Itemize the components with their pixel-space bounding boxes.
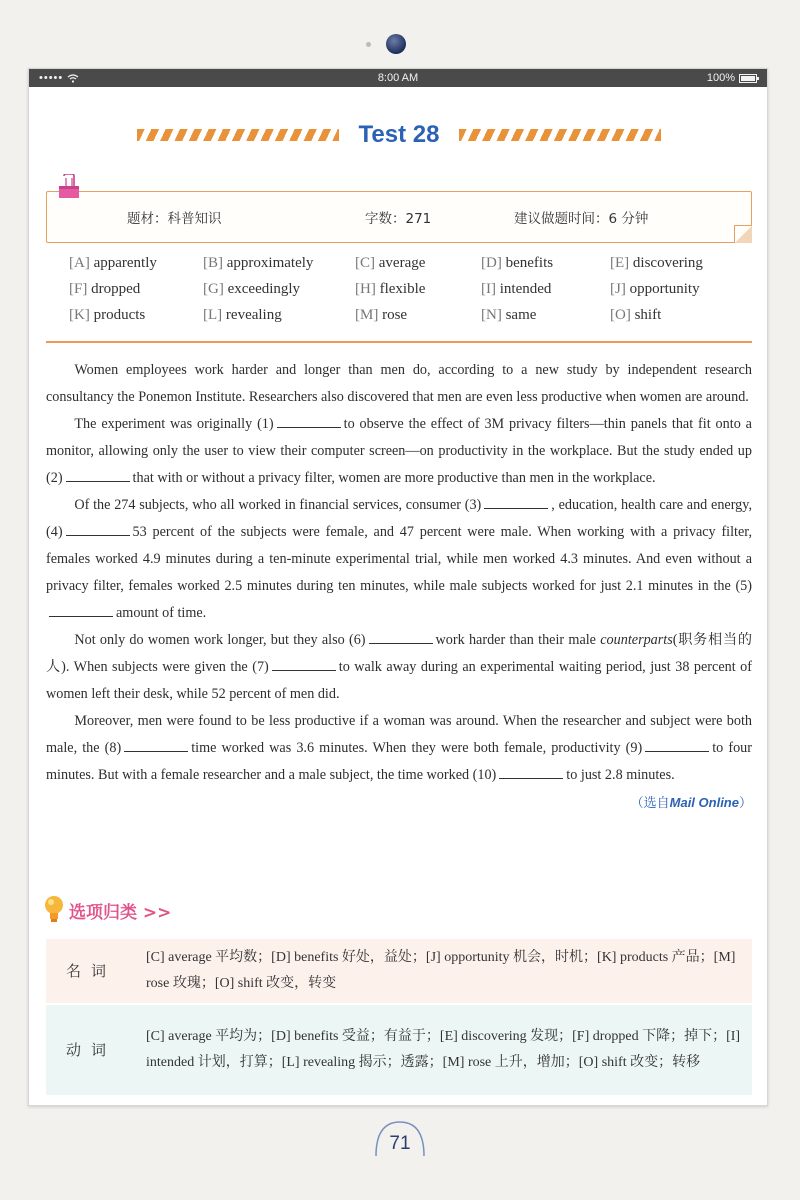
battery-icon [739,74,757,83]
page-fold-corner [734,225,752,243]
blank-10[interactable] [499,765,563,779]
blank-9[interactable] [645,738,709,752]
blank-5[interactable] [49,603,113,617]
word-bank [69,255,749,324]
section-title: 选项归类 >> [69,902,172,923]
option-key: F [74,281,83,297]
blank-4[interactable] [66,522,130,536]
option-word: apparently [93,255,157,271]
option-word: flexible [379,281,426,297]
signal-icon: ••••• [39,72,64,84]
option-word: same [505,307,537,323]
option-key: C [360,255,371,271]
title-row [29,121,769,149]
option-key: D [486,255,497,271]
option-word: rose [382,307,408,323]
binder-clip-icon [57,174,81,206]
option-word: dropped [91,281,141,297]
option-key: K [74,307,85,323]
blank-6[interactable] [369,630,433,644]
title-decoration-right [459,129,661,141]
verb-label: 动词 [65,1041,116,1059]
info-word-count: 字数：271 [365,211,432,227]
option-word: approximately [226,255,314,271]
section-heading [43,895,171,925]
option-word: average [378,255,426,271]
option-word: benefits [505,255,554,271]
blank-1[interactable] [277,414,341,428]
info-box [46,191,752,243]
option-m: [M] rose [355,307,408,323]
option-word: shift [634,307,662,323]
option-o: [O] shift [610,307,662,323]
option-n: [N] same [481,307,537,323]
paragraph-2: The experiment was originally (1) to observe the effect of 3M privacy filters—thin panels that fit onto a monitor, allowing only the user to view their computer screen—on productivity in the workplace. But the study ended up (2) that with or without a privacy filter, women are more productive than men in the workplace. [46,416,752,486]
option-key: J [615,281,621,297]
option-l: [L] revealing [203,307,282,323]
divider [46,341,752,343]
option-key: L [208,307,218,323]
option-key: B [208,255,219,271]
option-j: [J] opportunity [610,281,700,297]
option-h: [H] flexible [355,281,426,297]
page-title: Test 28 [358,121,440,148]
option-key: G [208,281,219,297]
option-word: revealing [225,307,282,323]
option-a: [A] apparently [69,255,157,271]
blank-8[interactable] [124,738,188,752]
passage [46,357,752,817]
paragraph-4: Not only do women work longer, but they also (6) work harder than their male counterparts(职务相当的人). When subjects were given the (7) to walk away during an experimental waiting period, just 38 percent of women left their desk, while 52 percent of men did. [46,632,753,702]
option-b: [B] approximately [203,255,314,271]
noun-text: [C] average 平均数；[D] benefits 好处，益处；[J] opportunity 机会，时机；[K] products 产品；[M] rose 玫瑰；[O] shift 改变，转变 [146,950,736,991]
verb-text: [C] average 平均为；[D] benefits 受益；有益于；[E] discovering 发现；[F] dropped 下降；掉下；[I] intended 计划，打算；[L] revealing 揭示；透露；[M] rose 上升，增加；[O] shift 改变；转移 [146,1029,741,1070]
paragraph-1: Women employees work harder and longer than men do, according to a new study by independent research consultancy the Ponemon Institute. Researchers also discovered that men are even less productive when women are around. [46,362,752,405]
title-decoration-left [137,129,339,141]
option-key: I [486,281,491,297]
option-key: H [360,281,371,297]
blank-2[interactable] [66,468,130,482]
noun-label: 名词 [65,962,116,980]
option-c: [C] average [355,255,426,271]
paragraph-5: Moreover, men were found to be less productive if a woman was around. When the researcher and subject were both male, the (8) time worked was 3.6 minutes. When they were both female, productivity (9) to four minutes. But with a female researcher and a male subject, the time worked (10) to just 2.8 minutes. （选自Mail Online） [46,708,752,789]
option-i: [I] intended [481,281,552,297]
blank-7[interactable] [272,657,336,671]
option-key: O [615,307,626,323]
option-key: E [615,255,625,271]
noun-row [46,939,752,1003]
source-citation: （选自Mail Online） [630,795,752,811]
paragraph-3: Of the 274 subjects, who all worked in financial services, consumer (3) , education, health care and energy, (4) 53 percent of the subjects were female, and 47 percent were male. When working with a privacy filter, females worked 4.9 minutes during a ten-minute experimental trial, while men worked 4.3 minutes. And even without a privacy filter, females worked 2.5 minutes during ten minutes, while male subjects worked for just 2.1 minutes in the (5)amount of time. [46,497,752,621]
status-bar [29,69,767,87]
page-number: 71 [372,1116,428,1160]
option-key: M [360,307,374,323]
classification-table [46,939,752,1095]
battery-percent: 100% [706,72,735,84]
option-key: A [74,255,85,271]
option-f: [F] dropped [69,281,141,297]
lightbulb-icon [43,895,65,925]
option-key: N [486,307,497,323]
option-word: intended [499,281,552,297]
status-time: 8:00 AM [377,72,419,84]
option-word: exceedingly [227,281,301,297]
verb-row [46,1005,752,1095]
option-word: opportunity [629,281,700,297]
option-word: products [93,307,146,323]
option-g: [G] exceedingly [203,281,301,297]
option-d: [D] benefits [481,255,554,271]
blank-3[interactable] [484,495,548,509]
info-suggested-time: 建议做题时间：6 分钟 [514,211,649,227]
option-k: [K] products [69,307,146,323]
tablet-frame [28,68,768,1106]
sensor-dot [366,42,371,47]
option-e: [E] discovering [610,255,703,271]
option-word: discovering [632,255,703,271]
camera-icon [386,34,406,54]
info-topic: 题材：科普知识 [127,211,222,227]
